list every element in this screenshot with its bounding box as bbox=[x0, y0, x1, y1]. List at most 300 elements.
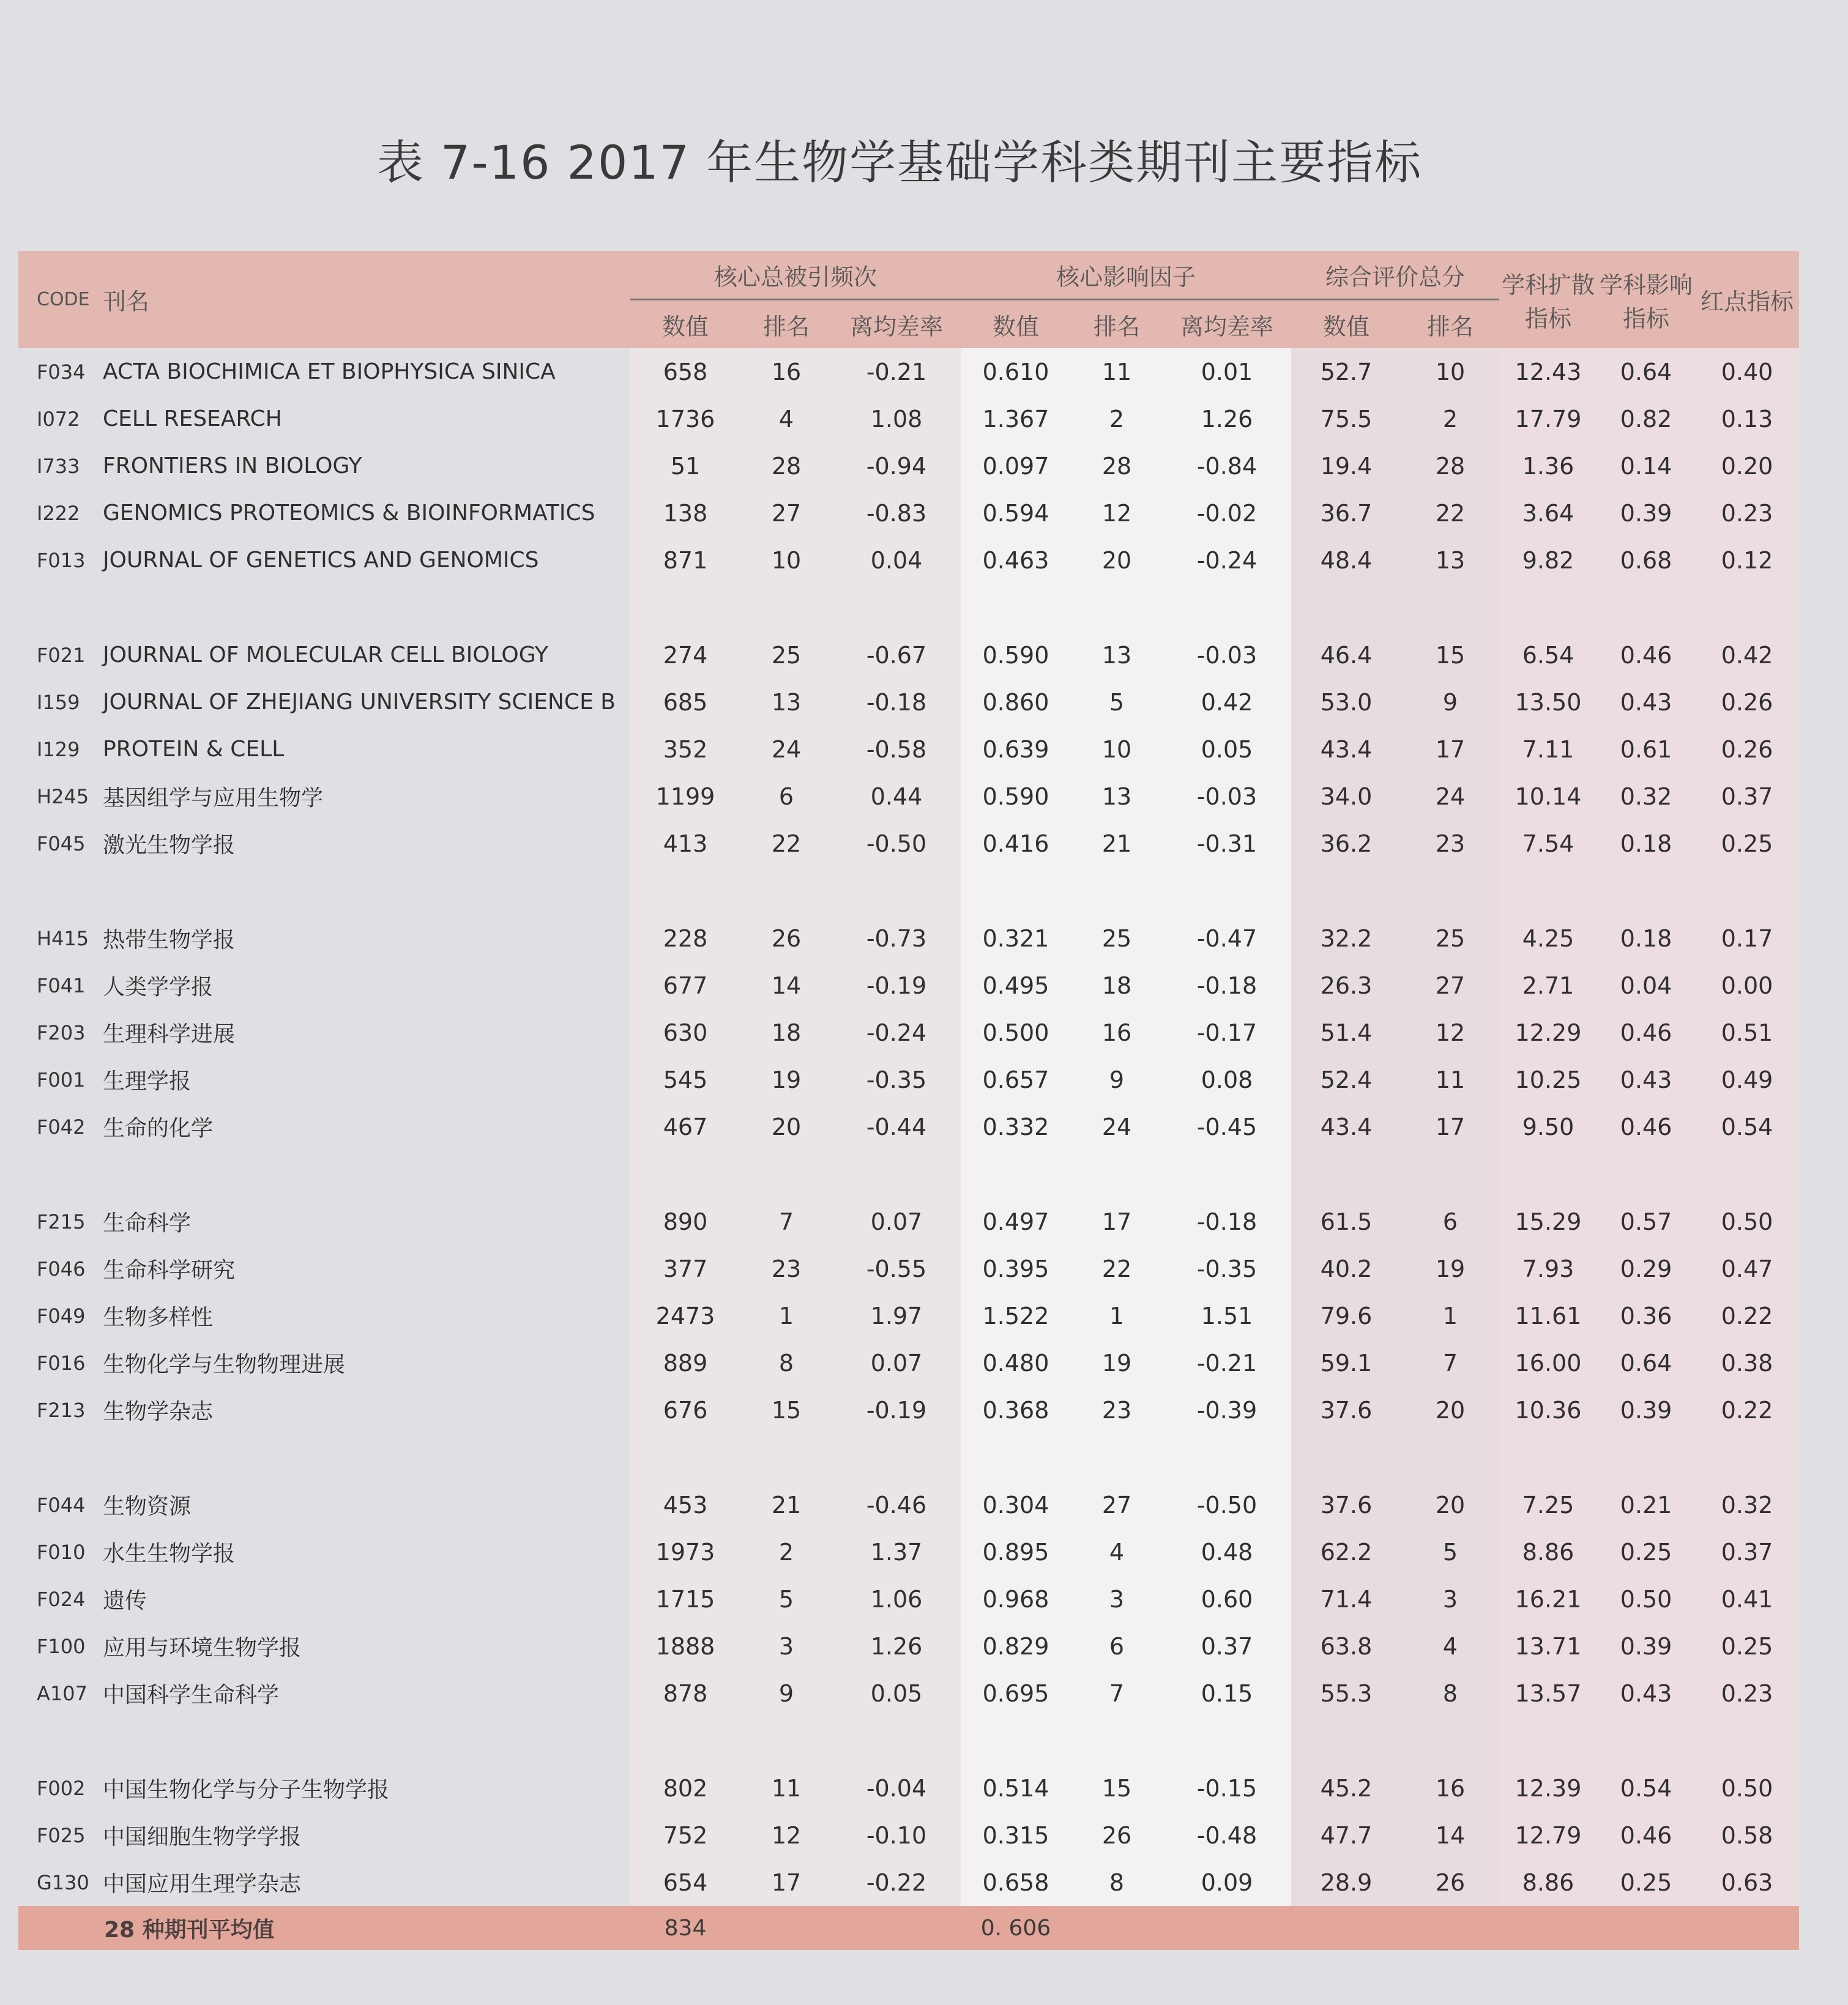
cell-impact-value: 0.514 bbox=[961, 1765, 1071, 1812]
cell-citations-rank: 24 bbox=[740, 726, 832, 773]
cell-discipline-impact: 0.43 bbox=[1597, 679, 1695, 726]
cell-discipline-diffusion: 16.21 bbox=[1499, 1575, 1597, 1623]
spacer-cell bbox=[1695, 584, 1799, 631]
cell-impact-deviation: 1.51 bbox=[1163, 1292, 1291, 1339]
spacer-cell bbox=[961, 1434, 1071, 1481]
table-row bbox=[18, 1103, 1799, 1150]
cell-impact-value: 0.395 bbox=[961, 1245, 1071, 1292]
cell-impact-rank: 6 bbox=[1071, 1623, 1163, 1670]
row-spacer bbox=[18, 1717, 1799, 1765]
cell-code: F042 bbox=[37, 1115, 86, 1139]
cell-code: F010 bbox=[37, 1540, 86, 1564]
table-header bbox=[18, 251, 1799, 348]
cell-code: I129 bbox=[37, 737, 80, 761]
header-group-impact-factor: 核心影响因子 bbox=[961, 251, 1291, 300]
cell-code: F021 bbox=[37, 643, 86, 667]
cell-impact-rank: 24 bbox=[1071, 1103, 1163, 1150]
cell-citations-rank: 2 bbox=[740, 1528, 832, 1575]
spacer-cell bbox=[18, 1434, 92, 1481]
cell-discipline-diffusion: 10.36 bbox=[1499, 1386, 1597, 1434]
cell-impact-deviation: 0.15 bbox=[1163, 1670, 1291, 1717]
cell-discipline-impact: 0.36 bbox=[1597, 1292, 1695, 1339]
header-red-dot: 红点指标 bbox=[1701, 288, 1794, 315]
spacer-cell bbox=[740, 1717, 832, 1765]
cell-impact-rank: 13 bbox=[1071, 773, 1163, 820]
cell-citations-value: 630 bbox=[630, 1009, 740, 1056]
spacer-cell bbox=[1499, 867, 1597, 915]
cell-impact-rank: 21 bbox=[1071, 820, 1163, 867]
cell-red-dot: 0.32 bbox=[1695, 1481, 1799, 1528]
cell-impact-deviation: 0.42 bbox=[1163, 679, 1291, 726]
cell-score-value: 55.3 bbox=[1291, 1670, 1401, 1717]
cell-discipline-impact: 0.68 bbox=[1597, 537, 1695, 584]
cell-score-rank: 23 bbox=[1401, 820, 1499, 867]
cell-score-rank: 13 bbox=[1401, 537, 1499, 584]
footer-empty bbox=[740, 1906, 832, 1950]
cell-discipline-diffusion: 1.36 bbox=[1499, 442, 1597, 489]
table-row bbox=[18, 962, 1799, 1009]
cell-discipline-impact: 0.46 bbox=[1597, 1812, 1695, 1859]
spacer-cell bbox=[1597, 867, 1695, 915]
cell-impact-value: 0.332 bbox=[961, 1103, 1071, 1150]
cell-red-dot: 0.00 bbox=[1695, 962, 1799, 1009]
table-row bbox=[18, 1481, 1799, 1528]
cell-impact-value: 0.315 bbox=[961, 1812, 1071, 1859]
header-discipline-impact: 学科影响指标 bbox=[1600, 271, 1693, 332]
cell-code: F100 bbox=[37, 1634, 86, 1658]
spacer-cell bbox=[630, 1717, 740, 1765]
spacer-cell bbox=[961, 1717, 1071, 1765]
spacer-cell bbox=[1597, 1717, 1695, 1765]
cell-discipline-impact: 0.25 bbox=[1597, 1528, 1695, 1575]
cell-impact-rank: 11 bbox=[1071, 348, 1163, 395]
cell-impact-rank: 9 bbox=[1071, 1056, 1163, 1103]
cell-score-rank: 25 bbox=[1401, 915, 1499, 962]
table-row bbox=[18, 1198, 1799, 1245]
cell-discipline-diffusion: 7.25 bbox=[1499, 1481, 1597, 1528]
cell-impact-rank: 8 bbox=[1071, 1859, 1163, 1906]
cell-score-value: 79.6 bbox=[1291, 1292, 1401, 1339]
spacer-cell bbox=[1695, 867, 1799, 915]
cell-discipline-diffusion: 10.14 bbox=[1499, 773, 1597, 820]
table-row bbox=[18, 726, 1799, 773]
cell-discipline-impact: 0.61 bbox=[1597, 726, 1695, 773]
spacer-cell bbox=[18, 1717, 92, 1765]
cell-impact-deviation: -0.47 bbox=[1163, 915, 1291, 962]
cell-citations-rank: 14 bbox=[740, 962, 832, 1009]
cell-impact-rank: 16 bbox=[1071, 1009, 1163, 1056]
cell-impact-deviation: -0.18 bbox=[1163, 1198, 1291, 1245]
cell-score-value: 52.4 bbox=[1291, 1056, 1401, 1103]
cell-discipline-impact: 0.18 bbox=[1597, 915, 1695, 962]
table-row bbox=[18, 631, 1799, 679]
indicator-table bbox=[18, 251, 1799, 1950]
spacer-cell bbox=[1499, 1434, 1597, 1481]
cell-journal-name: 生理科学进展 bbox=[103, 1022, 236, 1047]
spacer-cell bbox=[1499, 584, 1597, 631]
cell-citations-rank: 9 bbox=[740, 1670, 832, 1717]
cell-discipline-impact: 0.39 bbox=[1597, 1386, 1695, 1434]
cell-citations-deviation: -0.73 bbox=[832, 915, 961, 962]
cell-citations-rank: 17 bbox=[740, 1859, 832, 1906]
cell-discipline-diffusion: 9.50 bbox=[1499, 1103, 1597, 1150]
cell-citations-deviation: 0.07 bbox=[832, 1198, 961, 1245]
cell-impact-deviation: 1.26 bbox=[1163, 395, 1291, 442]
spacer-cell bbox=[1163, 867, 1291, 915]
spacer-cell bbox=[1499, 1717, 1597, 1765]
cell-journal-name: PROTEIN & CELL bbox=[103, 737, 285, 762]
cell-score-value: 71.4 bbox=[1291, 1575, 1401, 1623]
cell-code: F002 bbox=[37, 1776, 86, 1800]
cell-discipline-impact: 0.29 bbox=[1597, 1245, 1695, 1292]
cell-impact-rank: 17 bbox=[1071, 1198, 1163, 1245]
cell-red-dot: 0.63 bbox=[1695, 1859, 1799, 1906]
page-title: 表 7-16 2017 年生物学基础学科类期刊主要指标 bbox=[376, 135, 1423, 190]
cell-impact-value: 0.610 bbox=[961, 348, 1071, 395]
cell-journal-name: 水生生物学报 bbox=[103, 1541, 236, 1566]
cell-code: I072 bbox=[37, 407, 80, 431]
cell-impact-value: 1.522 bbox=[961, 1292, 1071, 1339]
cell-discipline-diffusion: 2.71 bbox=[1499, 962, 1597, 1009]
cell-score-rank: 15 bbox=[1401, 631, 1499, 679]
spacer-cell bbox=[832, 584, 961, 631]
cell-impact-rank: 5 bbox=[1071, 679, 1163, 726]
cell-score-value: 34.0 bbox=[1291, 773, 1401, 820]
cell-citations-deviation: -0.21 bbox=[832, 348, 961, 395]
cell-impact-value: 0.639 bbox=[961, 726, 1071, 773]
cell-red-dot: 0.41 bbox=[1695, 1575, 1799, 1623]
cell-impact-value: 0.416 bbox=[961, 820, 1071, 867]
cell-impact-deviation: -0.18 bbox=[1163, 962, 1291, 1009]
cell-citations-rank: 21 bbox=[740, 1481, 832, 1528]
cell-citations-value: 545 bbox=[630, 1056, 740, 1103]
cell-journal-name: 生命的化学 bbox=[103, 1116, 214, 1141]
cell-impact-value: 0.657 bbox=[961, 1056, 1071, 1103]
cell-code: A107 bbox=[37, 1681, 88, 1705]
spacer-cell bbox=[961, 1150, 1071, 1198]
cell-score-rank: 14 bbox=[1401, 1812, 1499, 1859]
cell-impact-rank: 27 bbox=[1071, 1481, 1163, 1528]
cell-red-dot: 0.38 bbox=[1695, 1339, 1799, 1386]
table-row bbox=[18, 1859, 1799, 1906]
table-row bbox=[18, 1292, 1799, 1339]
cell-discipline-diffusion: 12.43 bbox=[1499, 348, 1597, 395]
cell-impact-rank: 25 bbox=[1071, 915, 1163, 962]
cell-journal-name: 人类学学报 bbox=[103, 975, 214, 1000]
spacer-cell bbox=[740, 1150, 832, 1198]
cell-red-dot: 0.50 bbox=[1695, 1198, 1799, 1245]
table-row bbox=[18, 820, 1799, 867]
cell-score-value: 43.4 bbox=[1291, 726, 1401, 773]
spacer-cell bbox=[1163, 584, 1291, 631]
cell-score-rank: 28 bbox=[1401, 442, 1499, 489]
cell-impact-value: 0.497 bbox=[961, 1198, 1071, 1245]
spacer-cell bbox=[92, 1150, 630, 1198]
cell-impact-deviation: -0.45 bbox=[1163, 1103, 1291, 1150]
cell-red-dot: 0.12 bbox=[1695, 537, 1799, 584]
cell-discipline-diffusion: 9.82 bbox=[1499, 537, 1597, 584]
cell-impact-deviation: -0.21 bbox=[1163, 1339, 1291, 1386]
cell-discipline-diffusion: 6.54 bbox=[1499, 631, 1597, 679]
cell-red-dot: 0.42 bbox=[1695, 631, 1799, 679]
spacer-cell bbox=[18, 584, 92, 631]
cell-impact-deviation: -0.84 bbox=[1163, 442, 1291, 489]
spacer-cell bbox=[1163, 1717, 1291, 1765]
table-row bbox=[18, 1339, 1799, 1386]
spacer-cell bbox=[1597, 584, 1695, 631]
cell-impact-rank: 23 bbox=[1071, 1386, 1163, 1434]
cell-citations-deviation: -0.24 bbox=[832, 1009, 961, 1056]
cell-citations-deviation: -0.83 bbox=[832, 489, 961, 537]
cell-journal-name: CELL RESEARCH bbox=[103, 406, 282, 431]
spacer-cell bbox=[92, 1717, 630, 1765]
cell-impact-value: 0.590 bbox=[961, 773, 1071, 820]
header-impact-deviation: 离均差率 bbox=[1180, 313, 1274, 340]
cell-score-rank: 9 bbox=[1401, 679, 1499, 726]
header-discipline-diffusion: 学科扩散指标 bbox=[1502, 271, 1595, 332]
cell-impact-deviation: -0.35 bbox=[1163, 1245, 1291, 1292]
cell-impact-value: 0.463 bbox=[961, 537, 1071, 584]
cell-code: H245 bbox=[37, 784, 89, 808]
cell-discipline-diffusion: 7.54 bbox=[1499, 820, 1597, 867]
table-body bbox=[18, 348, 1799, 1906]
cell-code: I733 bbox=[37, 454, 80, 478]
cell-code: F044 bbox=[37, 1493, 86, 1517]
cell-citations-rank: 13 bbox=[740, 679, 832, 726]
spacer-cell bbox=[18, 1150, 92, 1198]
table-row bbox=[18, 1765, 1799, 1812]
cell-discipline-diffusion: 13.71 bbox=[1499, 1623, 1597, 1670]
cell-citations-value: 1199 bbox=[630, 773, 740, 820]
spacer-cell bbox=[1597, 1150, 1695, 1198]
cell-citations-rank: 10 bbox=[740, 537, 832, 584]
spacer-cell bbox=[1291, 867, 1401, 915]
cell-citations-deviation: -0.35 bbox=[832, 1056, 961, 1103]
cell-impact-rank: 15 bbox=[1071, 1765, 1163, 1812]
cell-score-rank: 19 bbox=[1401, 1245, 1499, 1292]
cell-citations-value: 352 bbox=[630, 726, 740, 773]
cell-score-value: 26.3 bbox=[1291, 962, 1401, 1009]
cell-journal-name: 应用与环境生物学报 bbox=[103, 1635, 302, 1661]
cell-citations-rank: 26 bbox=[740, 915, 832, 962]
row-spacer bbox=[18, 1150, 1799, 1198]
cell-score-rank: 26 bbox=[1401, 1859, 1499, 1906]
cell-discipline-impact: 0.64 bbox=[1597, 348, 1695, 395]
row-spacer bbox=[18, 867, 1799, 915]
cell-citations-rank: 1 bbox=[740, 1292, 832, 1339]
spacer-cell bbox=[1071, 1150, 1163, 1198]
cell-red-dot: 0.51 bbox=[1695, 1009, 1799, 1056]
cell-impact-rank: 22 bbox=[1071, 1245, 1163, 1292]
cell-impact-rank: 3 bbox=[1071, 1575, 1163, 1623]
cell-impact-rank: 26 bbox=[1071, 1812, 1163, 1859]
cell-score-rank: 8 bbox=[1401, 1670, 1499, 1717]
cell-citations-value: 752 bbox=[630, 1812, 740, 1859]
cell-citations-deviation: -0.19 bbox=[832, 962, 961, 1009]
cell-discipline-diffusion: 8.86 bbox=[1499, 1859, 1597, 1906]
spacer-cell bbox=[1071, 867, 1163, 915]
cell-code: F041 bbox=[37, 973, 86, 997]
spacer-cell bbox=[832, 1434, 961, 1481]
footer-average-citations: 834 bbox=[664, 1915, 707, 1941]
cell-impact-deviation: 0.01 bbox=[1163, 348, 1291, 395]
cell-journal-name: JOURNAL OF MOLECULAR CELL BIOLOGY bbox=[103, 642, 548, 668]
cell-impact-value: 0.590 bbox=[961, 631, 1071, 679]
cell-impact-rank: 2 bbox=[1071, 395, 1163, 442]
cell-citations-rank: 15 bbox=[740, 1386, 832, 1434]
cell-impact-rank: 13 bbox=[1071, 631, 1163, 679]
cell-score-rank: 4 bbox=[1401, 1623, 1499, 1670]
cell-impact-deviation: -0.24 bbox=[1163, 537, 1291, 584]
spacer-cell bbox=[1163, 1434, 1291, 1481]
cell-impact-value: 0.480 bbox=[961, 1339, 1071, 1386]
spacer-cell bbox=[1071, 1717, 1163, 1765]
table-row bbox=[18, 1812, 1799, 1859]
cell-score-rank: 24 bbox=[1401, 773, 1499, 820]
cell-journal-name: 热带生物学报 bbox=[103, 928, 236, 953]
spacer-cell bbox=[1071, 1434, 1163, 1481]
cell-journal-name: GENOMICS PROTEOMICS & BIOINFORMATICS bbox=[103, 500, 595, 526]
cell-impact-value: 0.097 bbox=[961, 442, 1071, 489]
cell-citations-rank: 5 bbox=[740, 1575, 832, 1623]
cell-citations-rank: 18 bbox=[740, 1009, 832, 1056]
cell-impact-rank: 10 bbox=[1071, 726, 1163, 773]
spacer-cell bbox=[92, 1434, 630, 1481]
spacer-cell bbox=[740, 867, 832, 915]
cell-score-rank: 2 bbox=[1401, 395, 1499, 442]
footer-empty bbox=[832, 1906, 961, 1950]
cell-citations-deviation: 0.04 bbox=[832, 537, 961, 584]
table-row bbox=[18, 1009, 1799, 1056]
cell-citations-value: 890 bbox=[630, 1198, 740, 1245]
spacer-cell bbox=[630, 584, 740, 631]
header-impact-rank: 排名 bbox=[1093, 313, 1140, 340]
cell-citations-rank: 23 bbox=[740, 1245, 832, 1292]
table-row bbox=[18, 915, 1799, 962]
cell-score-value: 40.2 bbox=[1291, 1245, 1401, 1292]
cell-discipline-impact: 0.39 bbox=[1597, 489, 1695, 537]
cell-impact-deviation: -0.39 bbox=[1163, 1386, 1291, 1434]
cell-citations-value: 413 bbox=[630, 820, 740, 867]
table-row bbox=[18, 395, 1799, 442]
cell-code: F025 bbox=[37, 1823, 86, 1847]
cell-discipline-impact: 0.46 bbox=[1597, 631, 1695, 679]
cell-citations-deviation: -0.67 bbox=[832, 631, 961, 679]
cell-citations-value: 1888 bbox=[630, 1623, 740, 1670]
cell-discipline-diffusion: 3.64 bbox=[1499, 489, 1597, 537]
cell-score-rank: 6 bbox=[1401, 1198, 1499, 1245]
cell-citations-deviation: -0.55 bbox=[832, 1245, 961, 1292]
cell-red-dot: 0.25 bbox=[1695, 1623, 1799, 1670]
cell-code: F215 bbox=[37, 1210, 86, 1233]
cell-score-value: 62.2 bbox=[1291, 1528, 1401, 1575]
cell-score-rank: 1 bbox=[1401, 1292, 1499, 1339]
spacer-cell bbox=[630, 1434, 740, 1481]
cell-score-rank: 5 bbox=[1401, 1528, 1499, 1575]
cell-discipline-impact: 0.46 bbox=[1597, 1103, 1695, 1150]
spacer-cell bbox=[1291, 1717, 1401, 1765]
cell-citations-value: 377 bbox=[630, 1245, 740, 1292]
cell-impact-deviation: -0.03 bbox=[1163, 631, 1291, 679]
cell-discipline-diffusion: 7.93 bbox=[1499, 1245, 1597, 1292]
cell-score-value: 36.7 bbox=[1291, 489, 1401, 537]
cell-impact-deviation: -0.17 bbox=[1163, 1009, 1291, 1056]
cell-impact-deviation: 0.48 bbox=[1163, 1528, 1291, 1575]
cell-score-value: 36.2 bbox=[1291, 820, 1401, 867]
cell-journal-name: 生命科学研究 bbox=[103, 1258, 236, 1283]
cell-citations-deviation: 1.37 bbox=[832, 1528, 961, 1575]
cell-citations-rank: 8 bbox=[740, 1339, 832, 1386]
spacer-cell bbox=[832, 1717, 961, 1765]
spacer-cell bbox=[18, 867, 92, 915]
spacer-cell bbox=[1071, 584, 1163, 631]
cell-impact-value: 0.304 bbox=[961, 1481, 1071, 1528]
cell-journal-name: 生物资源 bbox=[103, 1494, 192, 1519]
cell-citations-rank: 16 bbox=[740, 348, 832, 395]
cell-citations-rank: 27 bbox=[740, 489, 832, 537]
spacer-cell bbox=[832, 867, 961, 915]
cell-code: I159 bbox=[37, 690, 80, 714]
cell-impact-value: 0.500 bbox=[961, 1009, 1071, 1056]
cell-citations-deviation: -0.10 bbox=[832, 1812, 961, 1859]
cell-score-value: 43.4 bbox=[1291, 1103, 1401, 1150]
spacer-cell bbox=[740, 584, 832, 631]
cell-citations-value: 274 bbox=[630, 631, 740, 679]
cell-impact-rank: 18 bbox=[1071, 962, 1163, 1009]
cell-citations-value: 1736 bbox=[630, 395, 740, 442]
cell-discipline-impact: 0.25 bbox=[1597, 1859, 1695, 1906]
cell-impact-deviation: 0.05 bbox=[1163, 726, 1291, 773]
table-row bbox=[18, 773, 1799, 820]
cell-discipline-diffusion: 12.39 bbox=[1499, 1765, 1597, 1812]
cell-discipline-impact: 0.54 bbox=[1597, 1765, 1695, 1812]
cell-journal-name: 中国细胞生物学学报 bbox=[103, 1825, 302, 1850]
footer-average-label: 28 种期刊平均值 bbox=[104, 1917, 275, 1943]
cell-discipline-impact: 0.64 bbox=[1597, 1339, 1695, 1386]
spacer-cell bbox=[961, 867, 1071, 915]
cell-score-rank: 17 bbox=[1401, 1103, 1499, 1150]
cell-score-value: 19.4 bbox=[1291, 442, 1401, 489]
cell-score-value: 45.2 bbox=[1291, 1765, 1401, 1812]
cell-impact-value: 0.829 bbox=[961, 1623, 1071, 1670]
cell-citations-value: 685 bbox=[630, 679, 740, 726]
cell-score-rank: 27 bbox=[1401, 962, 1499, 1009]
cell-journal-name: JOURNAL OF ZHEJIANG UNIVERSITY SCIENCE B bbox=[103, 690, 616, 715]
cell-citations-deviation: -0.19 bbox=[832, 1386, 961, 1434]
spacer-cell bbox=[1401, 1150, 1499, 1198]
cell-score-value: 37.6 bbox=[1291, 1481, 1401, 1528]
header-group-citations: 核心总被引频次 bbox=[630, 251, 961, 300]
cell-red-dot: 0.26 bbox=[1695, 726, 1799, 773]
cell-citations-deviation: -0.46 bbox=[832, 1481, 961, 1528]
cell-journal-name: 中国应用生理学杂志 bbox=[103, 1872, 302, 1897]
spacer-cell bbox=[630, 1150, 740, 1198]
cell-impact-rank: 28 bbox=[1071, 442, 1163, 489]
table-row bbox=[18, 1528, 1799, 1575]
cell-citations-rank: 12 bbox=[740, 1812, 832, 1859]
cell-impact-rank: 19 bbox=[1071, 1339, 1163, 1386]
cell-impact-value: 0.895 bbox=[961, 1528, 1071, 1575]
cell-red-dot: 0.20 bbox=[1695, 442, 1799, 489]
cell-score-value: 28.9 bbox=[1291, 1859, 1401, 1906]
cell-citations-deviation: -0.50 bbox=[832, 820, 961, 867]
table-row bbox=[18, 679, 1799, 726]
cell-impact-deviation: 0.08 bbox=[1163, 1056, 1291, 1103]
cell-impact-deviation: 0.09 bbox=[1163, 1859, 1291, 1906]
cell-red-dot: 0.25 bbox=[1695, 820, 1799, 867]
cell-impact-value: 0.495 bbox=[961, 962, 1071, 1009]
cell-red-dot: 0.23 bbox=[1695, 489, 1799, 537]
